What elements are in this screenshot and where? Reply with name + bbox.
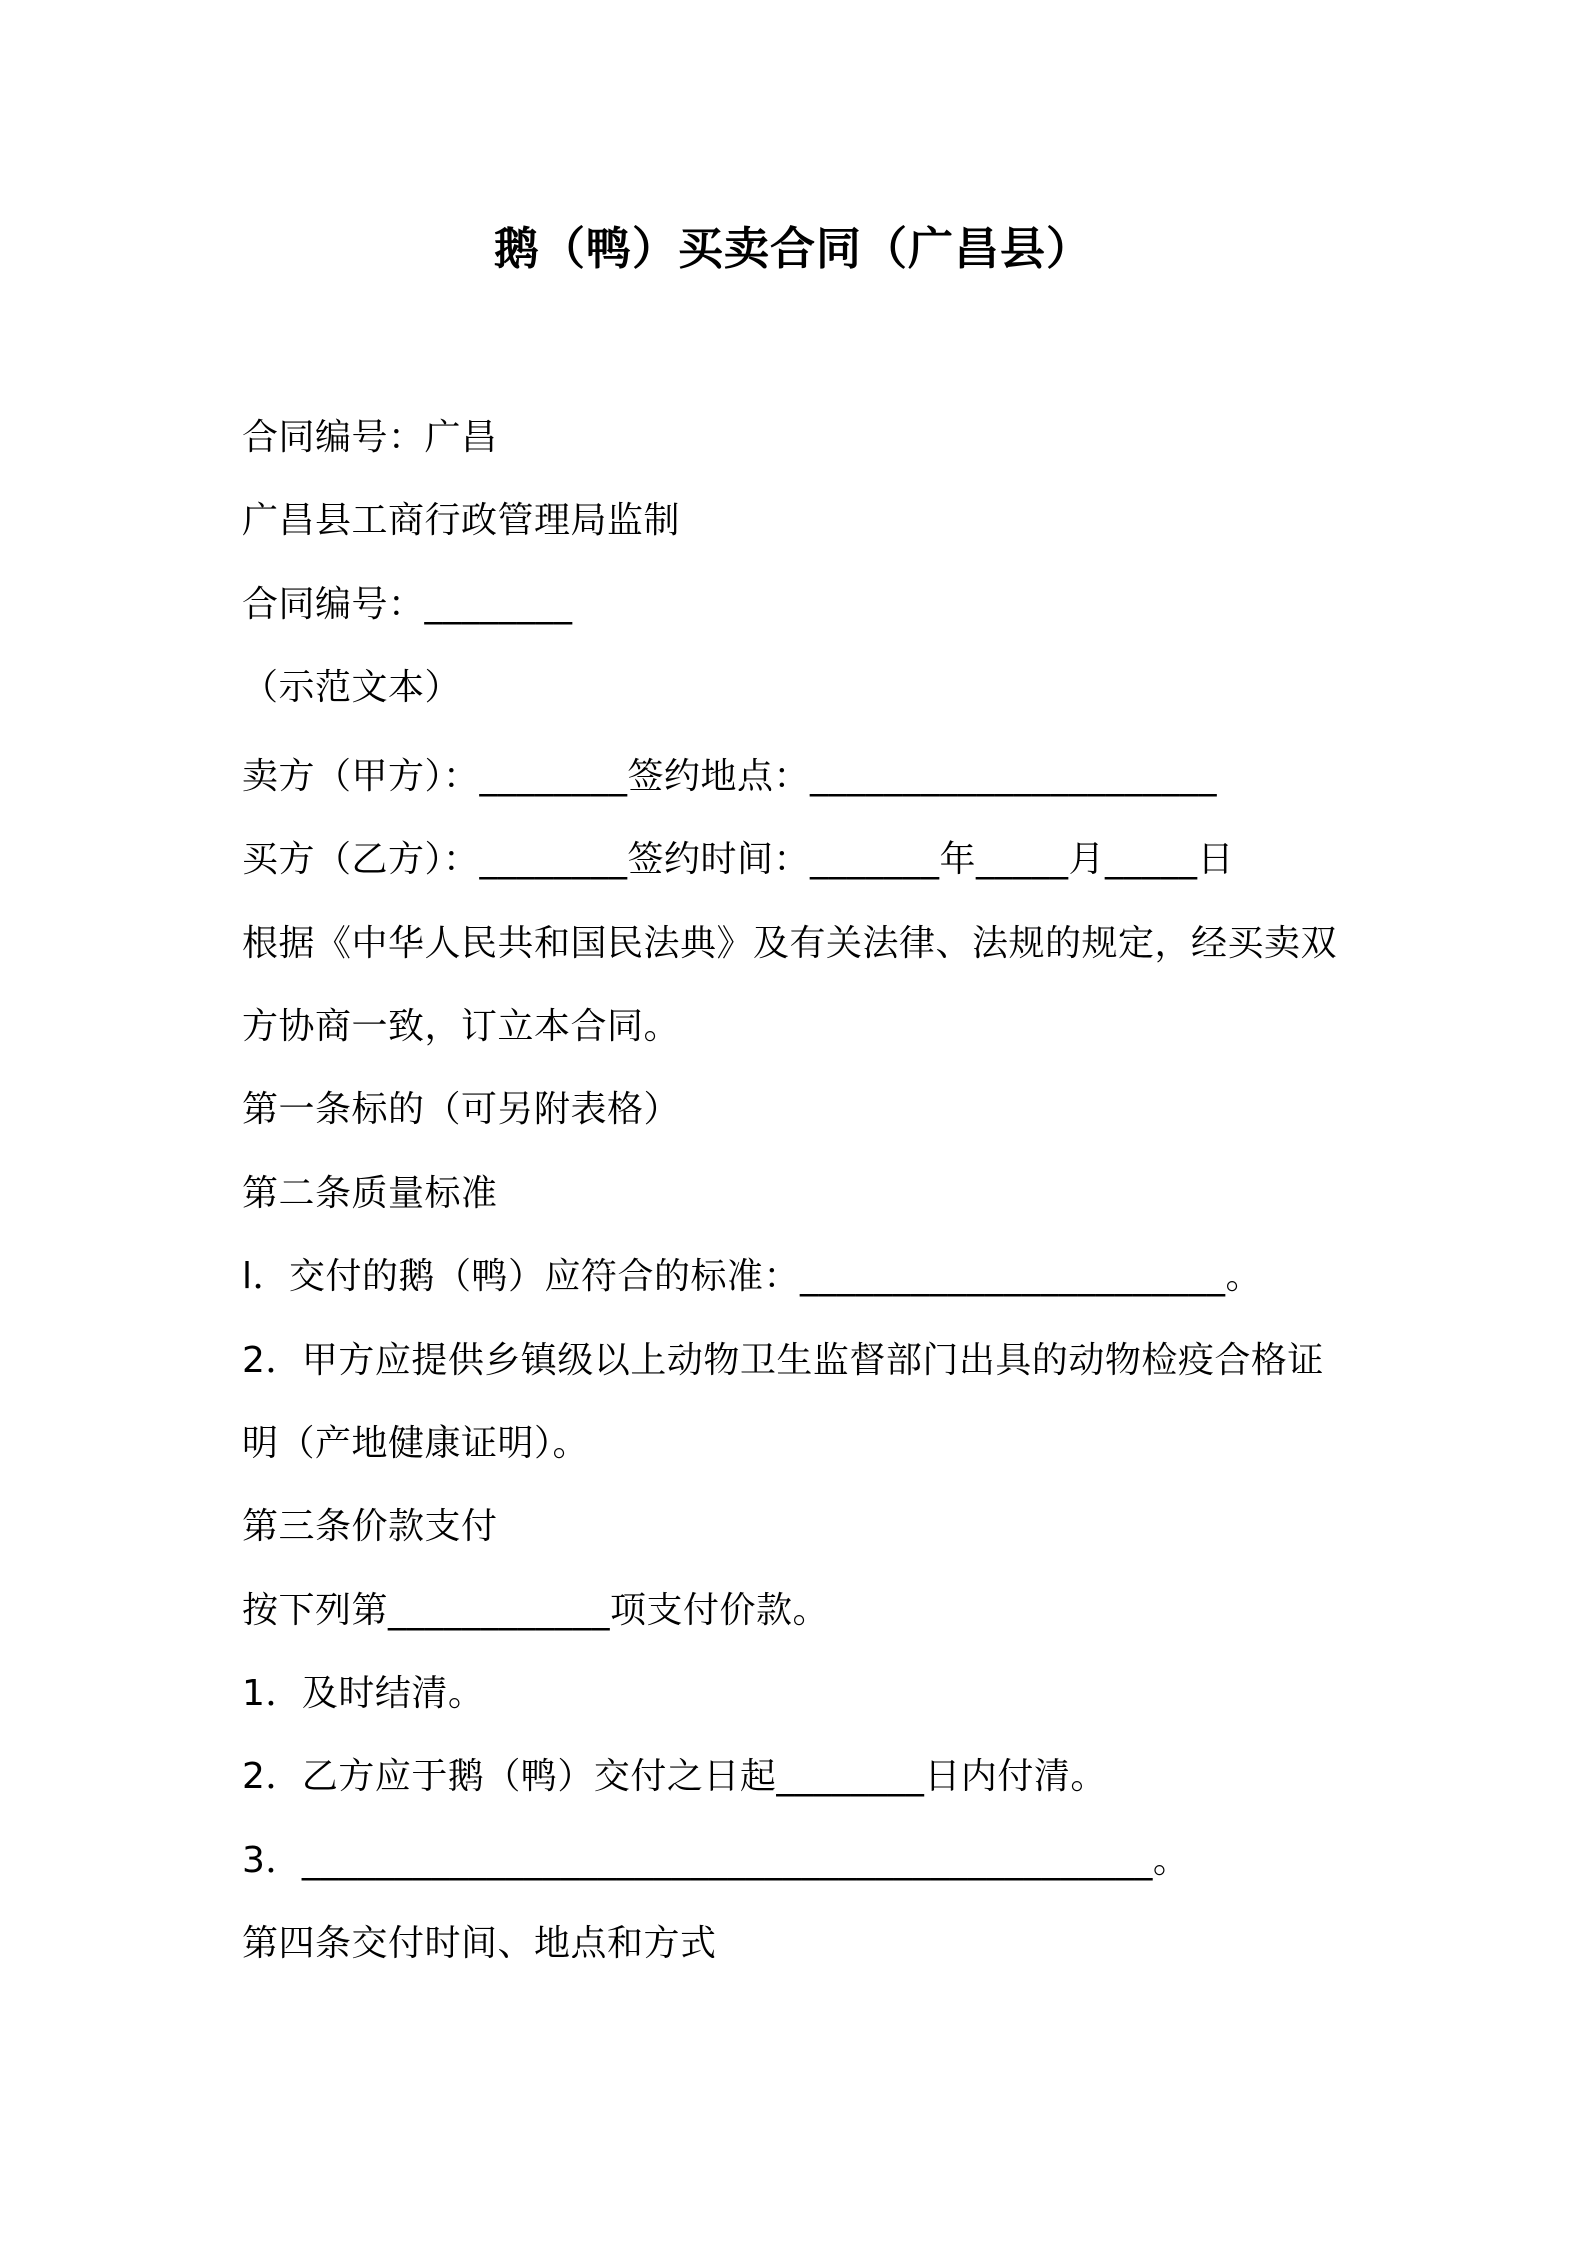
seller-line: 卖方（甲方）：________签约地点：______________________ [242,756,1218,797]
paragraph-line: 方协商一致，订立本合同。 [242,1006,681,1047]
clause-line: 2．甲方应提供乡镇级以上动物卫生监督部门出具的动物检疫合格证 [242,1340,1324,1381]
article-heading: 第一条标的（可另附表格） [242,1089,681,1130]
clause-line: 明（产地健康证明）。 [242,1423,590,1464]
clause-line: 3．______________________________________________。 [242,1840,1190,1881]
article-heading: 第四条交付时间、地点和方式 [242,1923,717,1964]
buyer-line: 买方（乙方）：________签约时间：_______年_____月_____日 [242,839,1235,880]
contract-number-line: 合同编号：广昌 [242,417,498,458]
article-heading: 第二条质量标准 [242,1173,498,1214]
sample-text-line: （示范文本） [242,667,462,708]
clause-line: l．交付的鹅（鸭）应符合的标准：_______________________。 [242,1256,1263,1297]
article-heading: 第三条价款支付 [242,1506,498,1547]
contract-number-blank-line: 合同编号：________ [242,584,573,625]
clause-line: 2．乙方应于鹅（鸭）交付之日起________日内付清。 [242,1756,1107,1797]
supervisor-line: 广昌县工商行政管理局监制 [242,500,681,541]
clause-line: 1．及时结清。 [242,1673,485,1714]
document-title: 鹅（鸭）买卖合同（广昌县） [493,222,1092,275]
paragraph-line: 根据《中华人民共和国民法典》及有关法律、法规的规定，经买卖双 [242,923,1338,964]
clause-line: 按下列第____________项支付价款。 [242,1590,830,1631]
